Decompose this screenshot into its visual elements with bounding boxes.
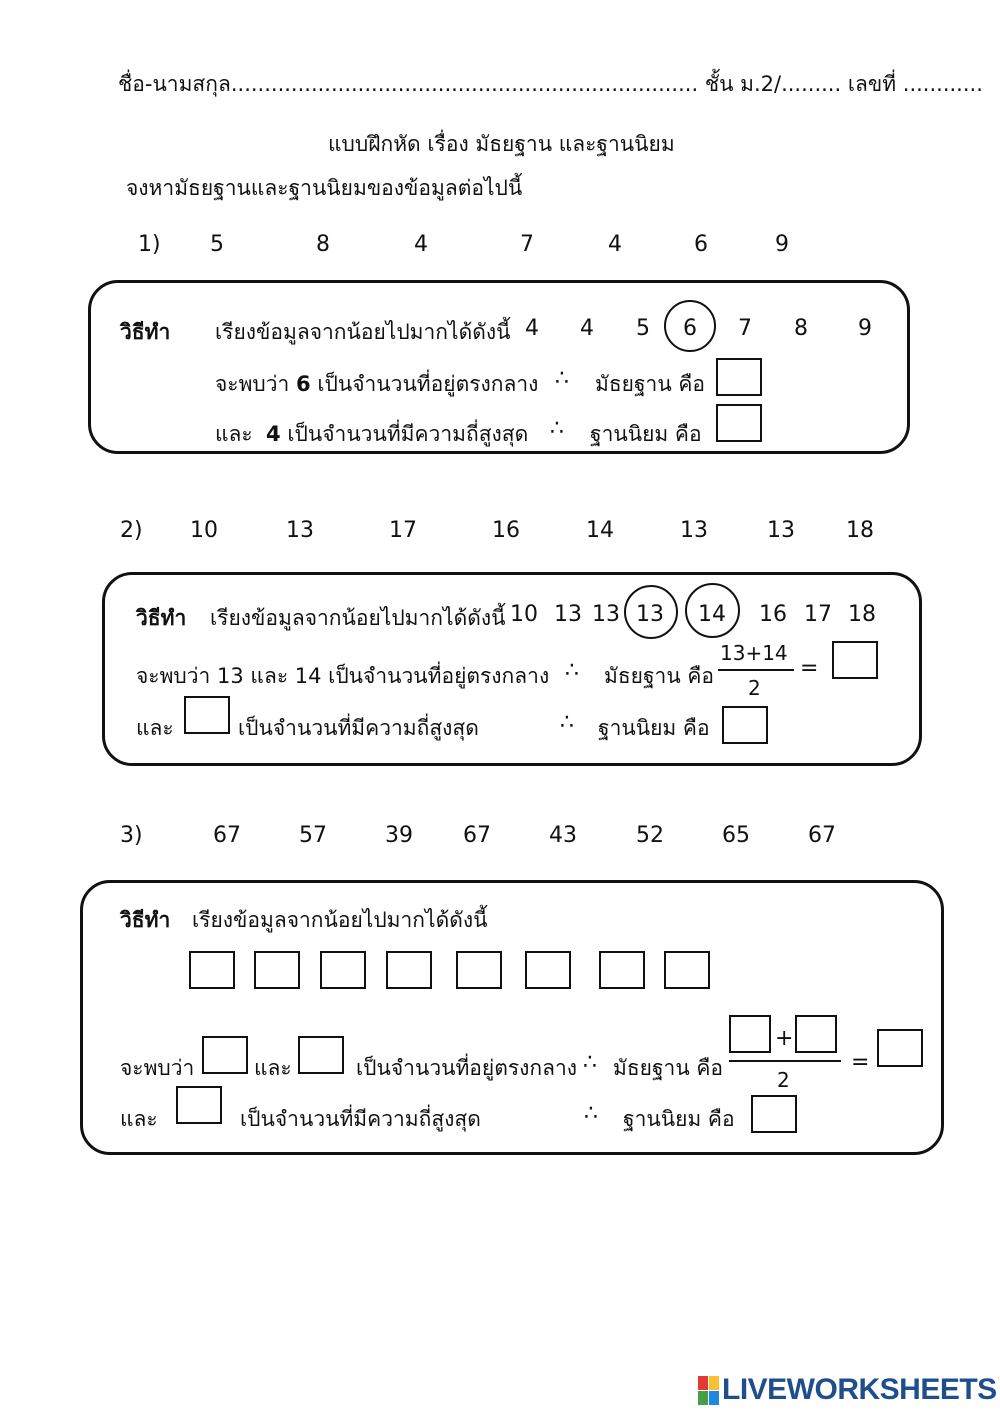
q1-line3-suffix: เป็นจำนวนที่มีความถี่สูงสุด <box>287 422 529 446</box>
liveworksheets-brand[interactable]: LIVEWORKSHEETS <box>722 1373 997 1406</box>
q2-equals: = <box>800 656 819 681</box>
class-label: ชั้น ม.2/ <box>704 72 782 96</box>
q3-data-item: 52 <box>636 823 664 848</box>
q3-numerator-box-2[interactable] <box>795 1015 837 1053</box>
q1-line3-prefix: และ <box>215 422 253 446</box>
q1-sorted-item: 5 <box>636 316 650 341</box>
q1-data-item: 6 <box>694 232 708 257</box>
q3-sorted-answer-box[interactable] <box>320 951 366 989</box>
q1-median-answer-box[interactable] <box>716 358 762 396</box>
q1-data-item: 4 <box>608 232 622 257</box>
q3-numerator-box-1[interactable] <box>729 1015 771 1053</box>
q2-median-label: มัธยฐาน คือ <box>604 664 715 688</box>
q2-line3-prefix: และ <box>136 716 174 740</box>
q3-data-item: 43 <box>549 823 577 848</box>
q3-plus: + <box>775 1026 794 1051</box>
q3-mode-answer-box[interactable] <box>751 1095 797 1133</box>
q3-data-item: 67 <box>463 823 491 848</box>
q1-method-label: วิธีทำ <box>120 320 171 344</box>
q2-sorted-item: 13 <box>554 602 582 627</box>
q2-data-item: 16 <box>492 518 520 543</box>
q1-line3 <box>215 418 528 451</box>
q3-data-item: 65 <box>722 823 750 848</box>
q1-mode-answer-box[interactable] <box>716 404 762 442</box>
q1-mode-label: ฐานนิยม คือ <box>590 422 702 446</box>
name-blank[interactable]: ...................................................................... <box>230 72 699 96</box>
q1-line2 <box>215 368 538 401</box>
q3-sorted-answer-box[interactable] <box>664 951 710 989</box>
number-blank[interactable]: ............ <box>902 72 983 96</box>
q2-mode-answer-box[interactable] <box>722 706 768 744</box>
q1-sorted-item: 6 <box>683 316 697 341</box>
q1-data-item: 8 <box>316 232 330 257</box>
q3-line3-suffix: เป็นจำนวนที่มีความถี่สูงสุด <box>240 1107 481 1131</box>
q2-sorted-item: 13 <box>636 602 664 627</box>
q1-sort-text: เรียงข้อมูลจากน้อยไปมากได้ดังนี้ <box>215 320 511 344</box>
q1-data-item: 7 <box>520 232 534 257</box>
therefore-symbol: ∴ <box>555 366 569 391</box>
therefore-symbol: ∴ <box>550 416 564 441</box>
q1-line2-suffix: เป็นจำนวนที่อยู่ตรงกลาง <box>317 372 539 396</box>
q3-data-item: 39 <box>385 823 413 848</box>
q2-data-item: 13 <box>680 518 708 543</box>
q2-sorted-item: 10 <box>510 602 538 627</box>
q3-label: 3) <box>120 823 143 848</box>
q1-median-label: มัธยฐาน คือ <box>595 372 706 396</box>
q1-sorted-item: 4 <box>580 316 594 341</box>
q3-sorted-answer-box[interactable] <box>525 951 571 989</box>
q2-fraction-numerator: 13+14 <box>720 641 788 665</box>
q3-line2-suffix: เป็นจำนวนที่อยู่ตรงกลาง <box>356 1056 578 1080</box>
worksheet-title: แบบฝึกหัด เรื่อง มัธยฐาน และฐานนิยม <box>328 132 675 156</box>
q3-fraction-bar <box>729 1060 841 1062</box>
class-blank[interactable]: ......... <box>781 72 842 96</box>
q1-line3-value: 4 <box>266 422 281 446</box>
q3-line2-prefix: จะพบว่า <box>120 1056 195 1080</box>
q2-data-item: 18 <box>846 518 874 543</box>
q1-data-item: 9 <box>775 232 789 257</box>
q2-line3-suffix: เป็นจำนวนที่มีความถี่สูงสุด <box>238 716 479 740</box>
q3-line3-prefix: และ <box>120 1107 158 1131</box>
liveworksheets-logo-icon <box>698 1376 720 1406</box>
q2-data-item: 10 <box>190 518 218 543</box>
q3-data-item: 67 <box>213 823 241 848</box>
q2-method-label: วิธีทำ <box>136 606 187 630</box>
q3-fraction-denominator: 2 <box>777 1068 790 1092</box>
q2-sorted-item: 18 <box>848 602 876 627</box>
q3-equals: = <box>851 1050 870 1075</box>
q1-data-item: 5 <box>210 232 224 257</box>
q2-sorted-item: 14 <box>698 602 726 627</box>
therefore-symbol: ∴ <box>584 1101 598 1126</box>
q1-data-item: 4 <box>414 232 428 257</box>
q3-sorted-answer-box[interactable] <box>254 951 300 989</box>
q2-mode-value-box[interactable] <box>184 696 230 734</box>
q3-sorted-answer-box[interactable] <box>189 951 235 989</box>
q2-sorted-item: 13 <box>592 602 620 627</box>
therefore-symbol: ∴ <box>565 658 579 683</box>
q3-mode-label: ฐานนิยม คือ <box>623 1107 735 1131</box>
q3-sorted-answer-box[interactable] <box>599 951 645 989</box>
q3-method-label: วิธีทำ <box>120 908 171 932</box>
q3-data-item: 67 <box>808 823 836 848</box>
q1-sorted-item: 4 <box>525 316 539 341</box>
q2-sort-text: เรียงข้อมูลจากน้อยไปมากได้ดังนี้ <box>210 606 506 630</box>
q1-label: 1) <box>138 232 161 257</box>
q2-label: 2) <box>120 518 143 543</box>
q2-sorted-item: 16 <box>759 602 787 627</box>
therefore-symbol: ∴ <box>583 1050 597 1075</box>
q2-data-item: 14 <box>586 518 614 543</box>
q2-data-item: 13 <box>286 518 314 543</box>
q2-data-item: 17 <box>389 518 417 543</box>
q3-sorted-answer-box[interactable] <box>456 951 502 989</box>
q3-middle-value-box[interactable] <box>202 1036 248 1074</box>
name-label: ชื่อ-นามสกุล <box>118 72 231 96</box>
q3-line2-and: และ <box>254 1056 292 1080</box>
q2-median-answer-box[interactable] <box>832 641 878 679</box>
q1-line2-value: 6 <box>296 372 311 396</box>
q3-middle-value-box[interactable] <box>298 1036 344 1074</box>
q2-line2: จะพบว่า 13 และ 14 เป็นจำนวนที่อยู่ตรงกลาง <box>136 664 550 688</box>
q3-data-item: 57 <box>299 823 327 848</box>
name-line <box>118 68 983 101</box>
instruction: จงหามัธยฐานและฐานนิยมของข้อมูลต่อไปนี้ <box>126 176 523 200</box>
q1-sorted-item: 8 <box>794 316 808 341</box>
q3-mode-value-box[interactable] <box>176 1086 222 1124</box>
q2-mode-label: ฐานนิยม คือ <box>598 716 710 740</box>
q1-sorted-item: 9 <box>858 316 872 341</box>
q1-sorted-item: 7 <box>738 316 752 341</box>
q1-line2-prefix: จะพบว่า <box>215 372 290 396</box>
q3-sort-text: เรียงข้อมูลจากน้อยไปมากได้ดังนี้ <box>192 908 488 932</box>
q2-fraction-bar <box>718 669 794 671</box>
q3-median-label: มัธยฐาน คือ <box>613 1056 724 1080</box>
q2-fraction-denominator: 2 <box>748 676 761 700</box>
q2-sorted-item: 17 <box>804 602 832 627</box>
number-label: เลขที่ <box>847 72 897 96</box>
therefore-symbol: ∴ <box>560 710 574 735</box>
q2-data-item: 13 <box>767 518 795 543</box>
q3-median-answer-box[interactable] <box>877 1029 923 1067</box>
q3-sorted-answer-box[interactable] <box>386 951 432 989</box>
